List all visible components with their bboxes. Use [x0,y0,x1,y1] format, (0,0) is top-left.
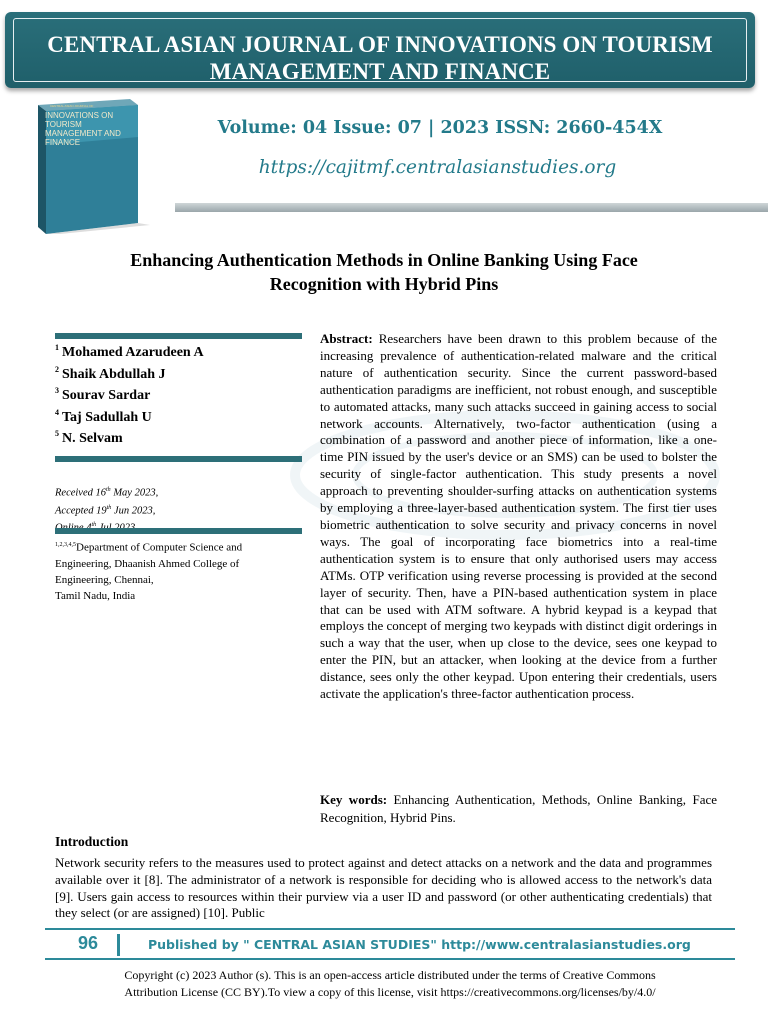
author-item: $^4$ Taj Sadullah U [55,407,152,425]
page-number: 96 [78,933,99,953]
author-item: $^2$ Shaik Abdullah J [55,364,166,382]
volume-issue-line: Volume: 04 Issue: 07 | 2023 ISSN: 2660-454X [217,118,663,138]
author-item: $^1$ Mohamed Azarudeen A [55,343,204,360]
cover-title: INNOVATIONS ON TOURISM MANAGEMENT AND FINANCE [45,111,121,147]
author-item: $^3$ Sourav Sardar [55,386,151,403]
affiliation: $^{1,2,3,4,5}$Department of Computer Science and Engineering, Dhaanish Ahmed College of Engineering, Chennai, Tamil Nadu, India [55,541,243,602]
keywords-label: Key words: [320,792,388,807]
page-number-separator [117,934,120,956]
abstract-label: Abstract: [320,331,373,346]
received-date: Received 16th May 2023, [55,487,159,499]
introduction-text: Network security refers to the measures used to protect against and detect attacks on a network and the data and programmes available over it [8]. The administrator of a network is responsible for deciding who is allowed access to the network's data [9]. Users gain access to resources within their purview via a user ID and password (or other authenticating credentials) that they select (or are assigned) [10]. Public [55,855,712,921]
footer-rule-bottom [45,958,735,960]
publisher-line[interactable]: Published by " CENTRAL ASIAN STUDIES" http://www.centralasianstudies.org [148,937,691,952]
journal-title-line1: CENTRAL ASIAN JOURNAL OF INNOVATIONS ON TOURISM [47,32,713,57]
journal-website-link[interactable]: https://cajitmf.centralasianstudies.org [258,157,617,178]
paper-title-line1: Enhancing Authentication Methods in Online Banking Using Face [130,250,638,270]
online-date: th [91,522,97,528]
paper-title-line2: Recognition with Hybrid Pins [269,274,499,294]
journal-title-line2: MANAGEMENT AND FINANCE [209,59,551,84]
keywords-text: Enhancing Authentication, Methods, Online Banking, Face Recognition, Hybrid Pins. [320,792,718,825]
introduction-heading: Introduction [55,834,129,849]
footer-rule-top [45,928,735,930]
copyright-notice: Copyright (c) 2023 Author (s). This is an open-access article distributed under the terms of Creative Commons Attribution License (CC BY).To view a copy of this license, visit https://creativecommons.org/licenses/by/4.0/ [124,968,656,999]
cover-small-text: CENTRAL ASIAN JOURNAL OF [50,104,94,108]
abstract-text: Researchers have been drawn to this problem because of the increasing prevalence of authentication-related malware and the critical nature of authentication security. Since the current password-based authentication paradigms are inefficient, not robust enough, and susceptible to automated attacks, many such attacks succeed in gaining access to social network accounts. Alternatively, two-factor authentication (using a combination of a password and another piece of information, like a one-time PIN issued by the user's device or an SMS) can be used to bolster the security of single-factor authentication. This study presents a novel approach to preventing shoulder-surfing attacks on authentication systems by employing a three-layer-based authentication system. The first tier uses biometric authentication to solve security and privacy concerns in novel ways. The goal of incorporating face biometrics into a real-time authentication system is to ensure that only authorised users may access ATMs. OTP verification using reverse processing is provided at the second layer of security. Then, have a PIN-based authentication system in place that can be used with ATM software. A hybrid keypad is a keypad that employs the concept of merging two keypads with distinct digit orderings in such a way that the user, when up close to the device, sees one keypad to enter the PIN, but an attacker, when looking at the device from a further distance, sees only the other keypad. Upon entering their credentials, users activate the application's three-factor authentication process. [320,331,717,702]
author-item: $^5$ N. Selvam [55,429,123,446]
accepted-date: Accepted 19th Jun 2023, [55,504,156,516]
